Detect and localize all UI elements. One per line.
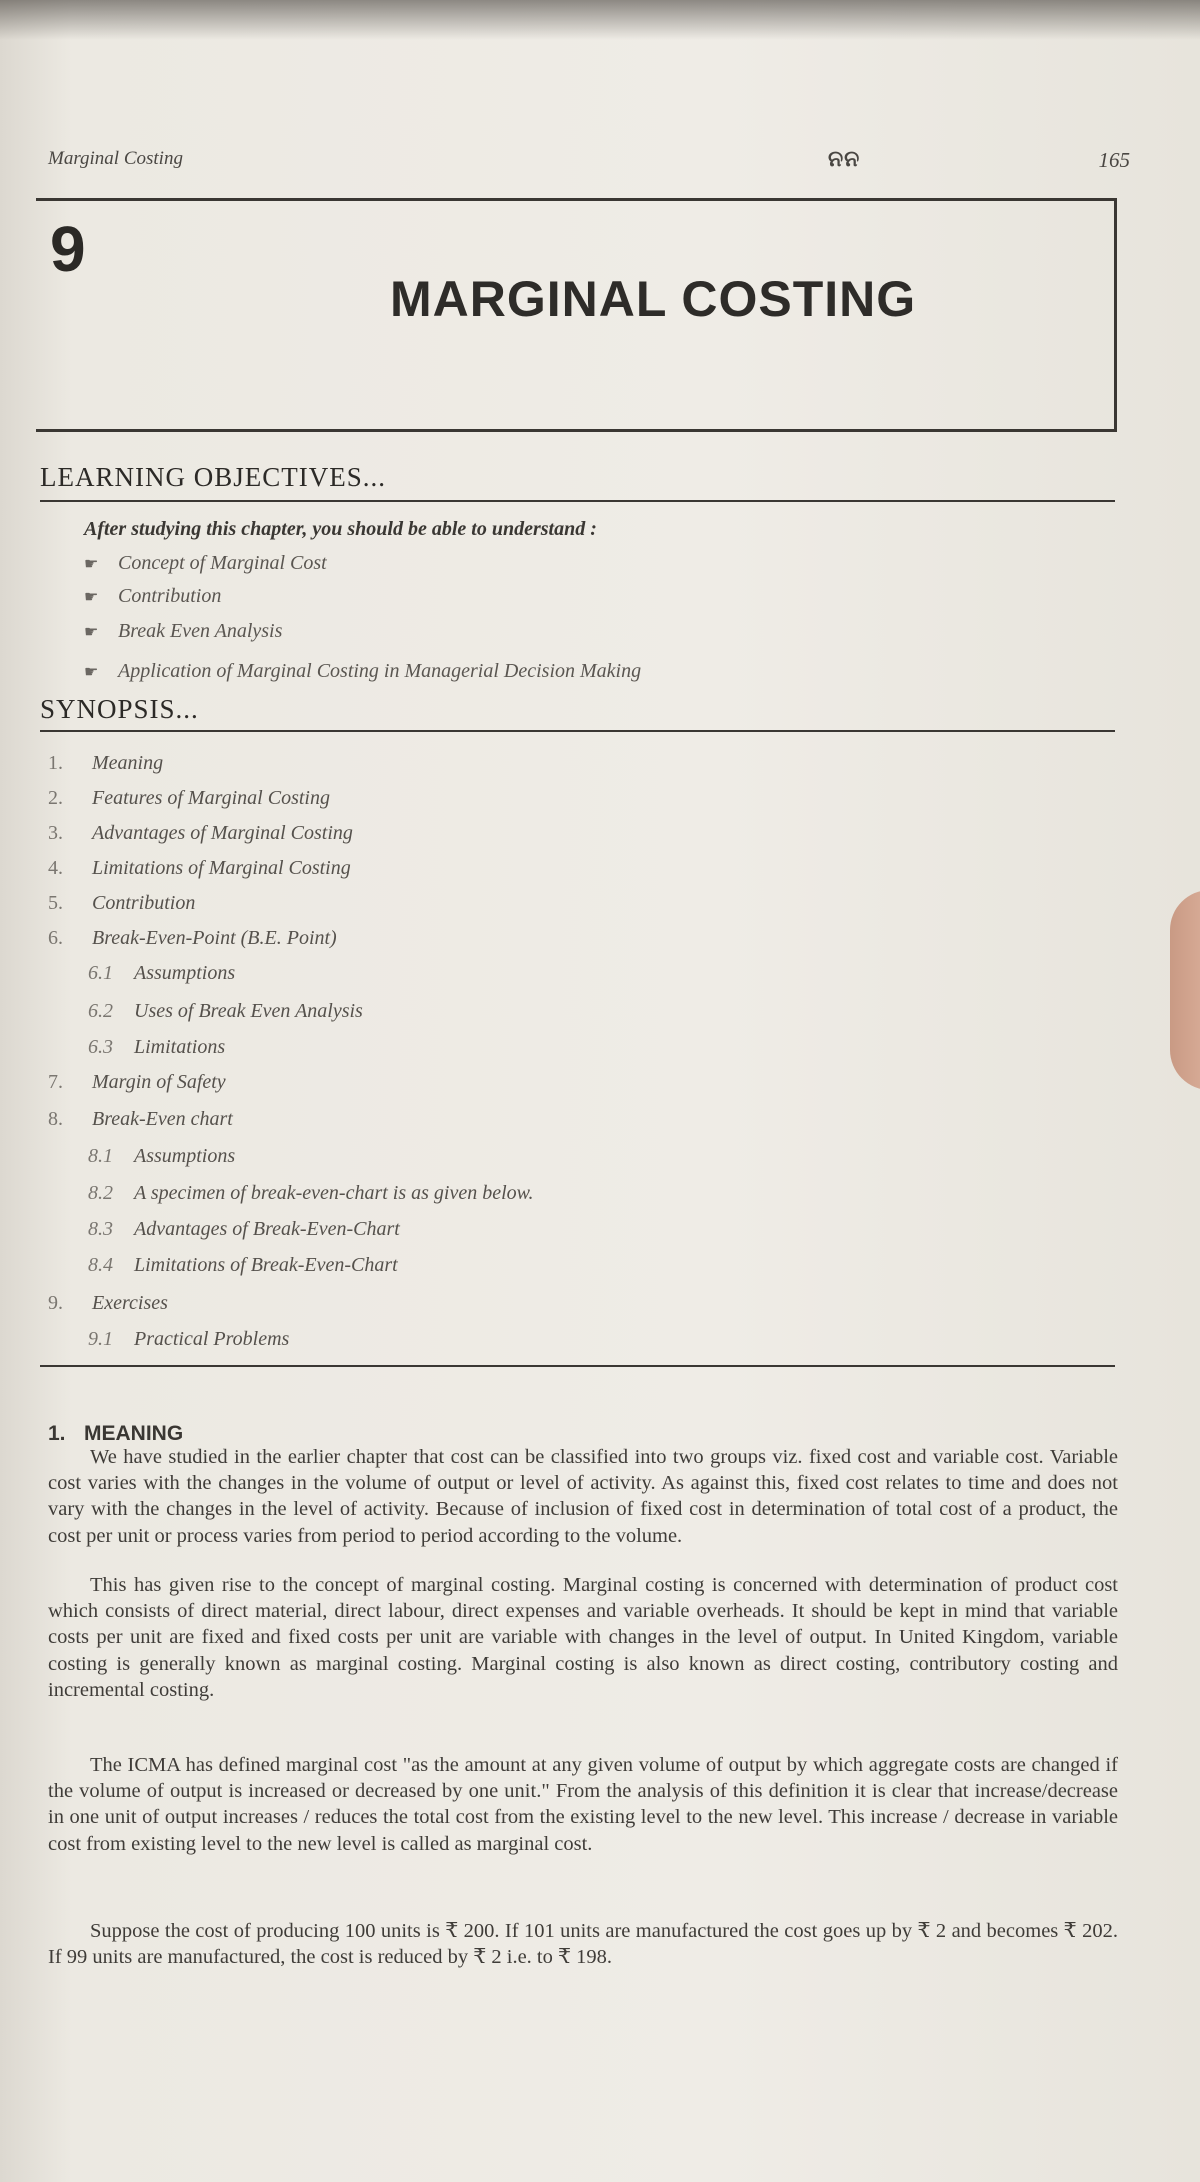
objective-item: ☛ Break Even Analysis xyxy=(84,620,283,642)
synopsis-item: 4. Limitations of Marginal Costing xyxy=(48,857,351,879)
section-rule xyxy=(40,1365,1115,1367)
learning-objectives-intro: After studying this chapter, you should be able to understand : xyxy=(84,518,597,540)
thumb-at-edge xyxy=(1170,890,1200,1090)
section-rule xyxy=(40,500,1115,502)
synopsis-item: 8. Break-Even chart xyxy=(48,1108,233,1130)
pointer-bullet-icon: ☛ xyxy=(84,624,99,641)
body-paragraph: The ICMA has defined marginal cost "as the amount at any given volume of output by which aggregate costs are changed if the volume of output is increased or decreased by one unit." From the analysis of this definition it is clear that increase/decrease in one unit of output increases / reduces the total cost from the existing level to the new level. This increase / decrease in variable cost from existing level to the new level is called as marginal cost. xyxy=(48,1754,1118,1855)
synopsis-subitem: 8.4 Limitations of Break-Even-Chart xyxy=(88,1254,398,1276)
synopsis-subitem: 6.2 Uses of Break Even Analysis xyxy=(88,1000,363,1022)
synopsis-subitem: 6.1 Assumptions xyxy=(88,962,236,984)
meaning-heading: 1. MEANING xyxy=(48,1422,184,1445)
synopsis-item: 5. Contribution xyxy=(48,892,196,914)
chapter-title: MARGINAL COSTING xyxy=(390,271,917,327)
synopsis-subitem: 8.3 Advantages of Break-Even-Chart xyxy=(88,1218,400,1240)
pointer-bullet-icon: ☛ xyxy=(84,556,99,573)
section-rule xyxy=(40,730,1115,732)
objective-item: ☛ Contribution xyxy=(84,585,222,607)
chapter-number: 9 xyxy=(50,213,86,285)
objective-item: ☛ Application of Marginal Costing in Managerial Decision Making xyxy=(84,660,642,682)
synopsis-item: 6. Break-Even-Point (B.E. Point) xyxy=(48,927,337,949)
page-top-shadow xyxy=(0,0,1200,40)
running-head-title: Marginal Costing xyxy=(48,148,183,169)
body-paragraph: This has given rise to the concept of marginal costing. Marginal costing is concerned with determination of product cost which consists of direct material, direct labour, direct expenses and variable overheads. It should be kept in mind that variable costs per unit are fixed and fixed costs per unit are variable with changes in the level of output. In United Kingdom, variable costing is generally known as marginal costing. Marginal costing is also known as direct costing, contributory costing and incremental costing. xyxy=(48,1574,1118,1701)
synopsis-heading: SYNOPSIS... xyxy=(40,694,199,724)
synopsis-item: 3. Advantages of Marginal Costing xyxy=(48,822,353,844)
pointer-bullet-icon: ☛ xyxy=(84,589,99,606)
synopsis-item: 9. Exercises xyxy=(48,1292,168,1314)
body-paragraph: We have studied in the earlier chapter that cost can be classified into two groups viz. fixed cost and variable cost. Variable cost varies with the changes in the volume of output or level of activity. As against this, fixed cost relates to time and does not vary with the changes in the level of activity. Because of inclusion of fixed cost in determination of total cost of a product, the cost per unit or process varies from period to period according to the volume. xyxy=(48,1446,1118,1547)
synopsis-subitem: 8.1 Assumptions xyxy=(88,1145,236,1167)
page-number: 165 xyxy=(1098,148,1130,172)
pointer-bullet-icon: ☛ xyxy=(84,664,99,681)
synopsis-item: 7. Margin of Safety xyxy=(48,1071,226,1093)
synopsis-item: 1. Meaning xyxy=(48,752,164,774)
synopsis-item: 2. Features of Marginal Costing xyxy=(48,787,330,809)
body-paragraph: Suppose the cost of producing 100 units is ₹ 200. If 101 units are manufactured the cost goes up by ₹ 2 and becomes ₹ 202. If 99 units are manufactured, the cost is reduced by ₹ 2 i.e. to ₹ 198. xyxy=(48,1920,1118,1969)
synopsis-subitem: 8.2 A specimen of break-even-chart is as given below. xyxy=(88,1182,534,1204)
running-head xyxy=(48,148,1130,178)
learning-objectives-heading: LEARNING OBJECTIVES... xyxy=(40,462,386,492)
synopsis-subitem: 9.1 Practical Problems xyxy=(88,1328,290,1350)
publisher-logo: ନନ xyxy=(828,146,861,171)
objective-item: ☛ Concept of Marginal Cost xyxy=(84,552,327,574)
synopsis-subitem: 6.3 Limitations xyxy=(88,1036,226,1058)
